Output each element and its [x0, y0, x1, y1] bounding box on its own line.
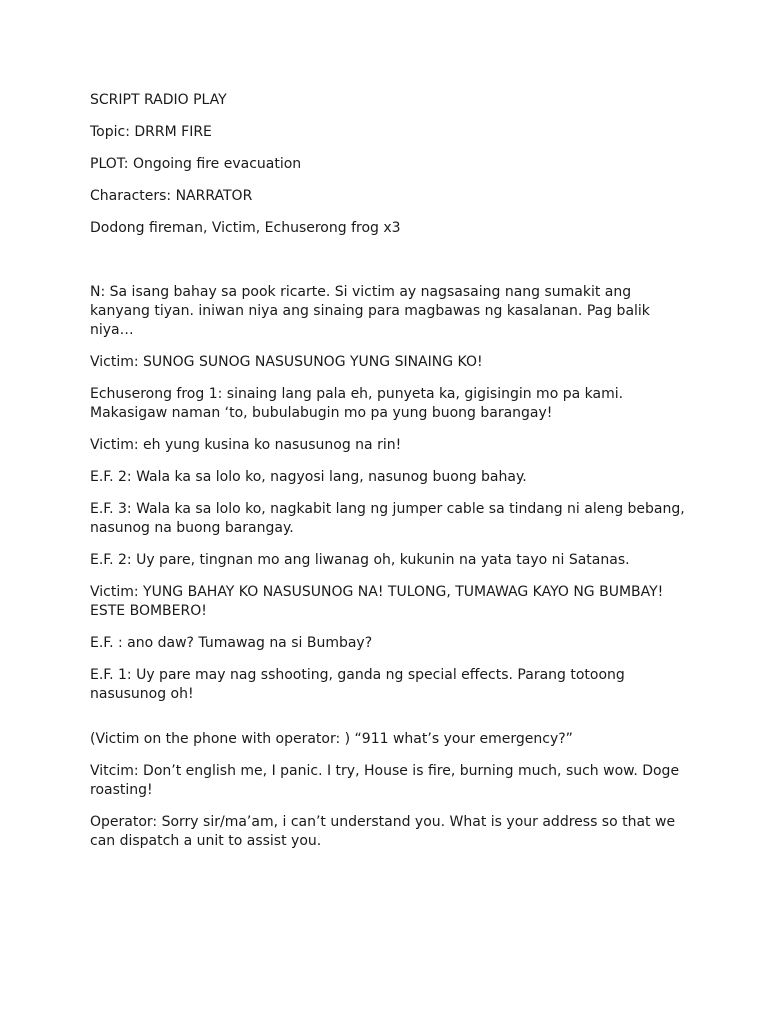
dialogue-line: Vitcim: Don’t english me, I panic. I try, House is fire, burning much, such wow. Doge roasting!	[90, 763, 680, 798]
dialogue-line: Echuserong frog 1: sinaing lang pala eh, punyeta ka, gigisingin mo pa kami. Makasigaw naman ‘to, bubulabugin mo pa yung buong barangay!	[90, 386, 624, 421]
dialogue-line: E.F. 2: Uy pare, tingnan mo ang liwanag oh, kukunin na yata tayo ni Satanas.	[90, 552, 630, 568]
dialogue-line: E.F. 2: Wala ka sa lolo ko, nagyosi lang, nasunog buong bahay.	[90, 469, 527, 485]
dialogue-line: Operator: Sorry sir/ma’am, i can’t understand you. What is your address so that we can dispatch a unit to assist you.	[90, 814, 676, 849]
stage-direction: (Victim on the phone with operator: ) “911 what’s your emergency?”	[90, 731, 573, 747]
dialogue-line: E.F. : ano daw? Tumawag na si Bumbay?	[90, 635, 373, 651]
document-body	[90, 91, 690, 864]
dialogue-line: Victim: SUNOG SUNOG NASUSUNOG YUNG SINAING KO!	[90, 354, 483, 370]
section-gap	[90, 251, 690, 283]
dialogue-line: Victim: YUNG BAHAY KO NASUSUNOG NA! TULONG, TUMAWAG KAYO NG BUMBAY! ESTE BOMBERO!	[90, 584, 664, 619]
topic-line: Topic: DRRM FIRE	[90, 124, 212, 140]
section-gap	[90, 717, 690, 730]
dialogue-line: E.F. 1: Uy pare may nag sshooting, ganda ng special effects. Parang totoong nasusunog oh!	[90, 667, 625, 702]
characters-list: Dodong fireman, Victim, Echuserong frog x3	[90, 220, 401, 236]
dialogue-line: Victim: eh yung kusina ko nasusunog na rin!	[90, 437, 402, 453]
script-title: SCRIPT RADIO PLAY	[90, 92, 227, 108]
dialogue-line: E.F. 3: Wala ka sa lolo ko, nagkabit lang ng jumper cable sa tindang ni aleng bebang, nasunog na buong barangay.	[90, 501, 685, 536]
plot-line: PLOT: Ongoing fire evacuation	[90, 156, 302, 172]
narrator-line: N: Sa isang bahay sa pook ricarte. Si victim ay nagsasaing nang sumakit ang kanyang tiyan. iniwan niya ang sinaing para magbawas ng kasalanan. Pag balik niya…	[90, 284, 650, 338]
characters-line: Characters: NARRATOR	[90, 188, 253, 204]
